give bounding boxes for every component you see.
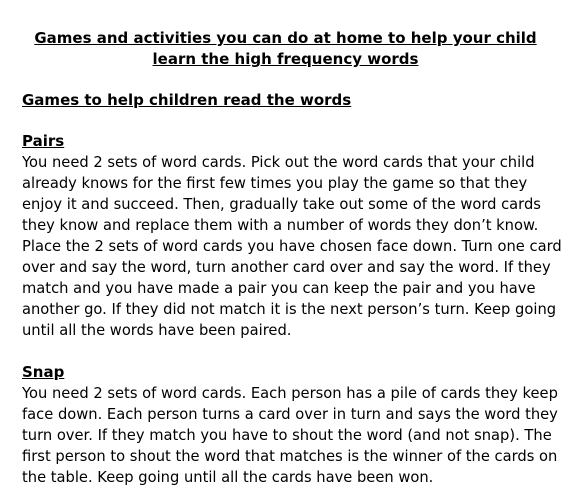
section-heading-reading-games: Games to help children read the words: [22, 91, 352, 109]
text-line: Place the 2 sets of word cards you have chosen face down. Turn one card: [22, 238, 562, 255]
game-heading-snap: Snap: [22, 363, 65, 381]
text-line: already knows for the first few times you play the game so that they: [22, 175, 528, 192]
text-line: first person to shout the word that matches is the winner of the cards on: [22, 448, 558, 465]
text-line: the table. Keep going until all the cards have been won.: [22, 469, 434, 486]
text-line: they know and replace them with a number of words they don’t know.: [22, 217, 539, 234]
text-line: You need 2 sets of word cards. Each person has a pile of cards they keep: [22, 385, 558, 402]
game-description-pairs: [22, 152, 567, 341]
text-line: You need 2 sets of word cards. Pick out the word cards that your child: [22, 154, 535, 171]
document-title: Games and activities you can do at home to help your child learn the high frequency words: [34, 29, 537, 68]
text-line: match and you have made a pair you can keep the pair and you have: [22, 280, 536, 297]
text-line: turn over. If they match you have to shout the word (and not snap). The: [22, 427, 552, 444]
game-heading-pairs: Pairs: [22, 132, 65, 150]
text-line: face down. Each person turns a card over in turn and says the word they: [22, 406, 558, 423]
text-line: enjoy it and succeed. Then, gradually take out some of the word cards: [22, 196, 541, 213]
text-line: over and say the word, turn another card over and say the word. If they: [22, 259, 551, 276]
text-line: until all the words have been paired.: [22, 322, 292, 339]
text-line: another go. If they did not match it is the next person’s turn. Keep going: [22, 301, 557, 318]
game-description-snap: [22, 383, 567, 488]
